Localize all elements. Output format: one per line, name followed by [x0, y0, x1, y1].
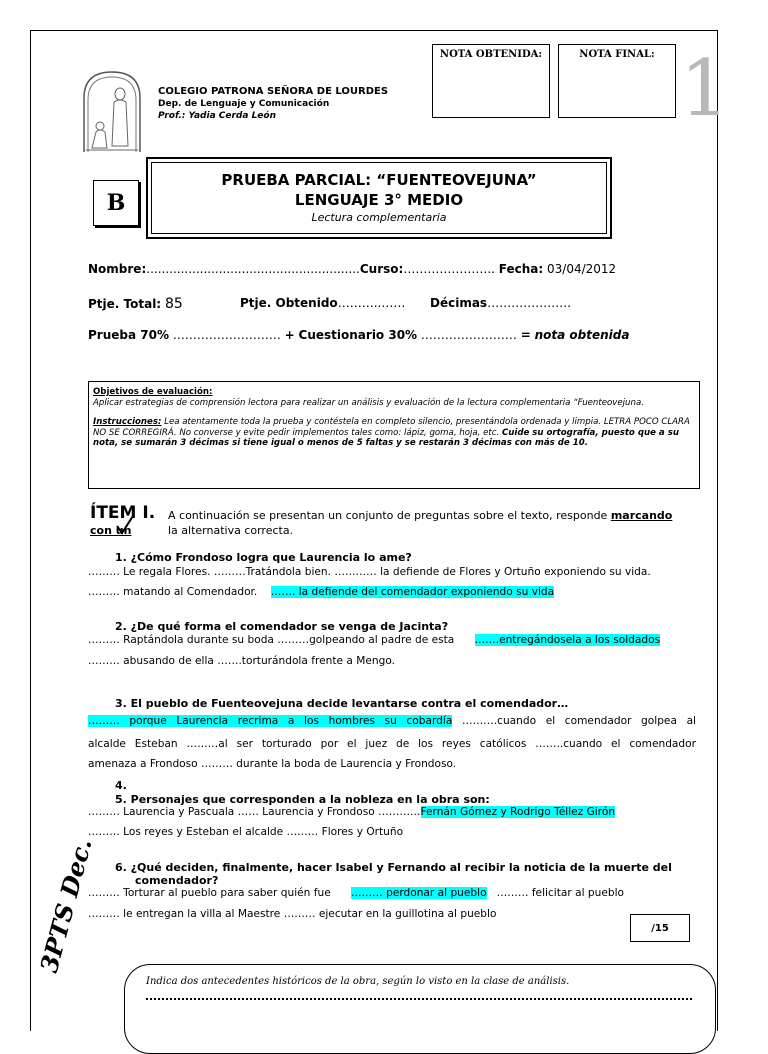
q3-options-line1: [88, 715, 696, 727]
q2-options-a[interactable]: ……… Raptándola durante su boda ………golpeando al padre de esta: [88, 634, 455, 646]
school-info: [158, 86, 388, 122]
q5-options-a[interactable]: ……… Laurencia y Pascuala …… Laurencia y Frondoso …………: [88, 806, 421, 818]
title-box: [146, 157, 612, 239]
q6-option-a[interactable]: ……… Torturar al pueblo para saber quién fue: [88, 887, 331, 899]
handwritten-note: 3PTS Dec.: [34, 835, 98, 976]
item-intro: [168, 508, 698, 538]
ptje-obt-field[interactable]: ………..……: [337, 296, 406, 310]
curso-field[interactable]: …………………..: [403, 262, 495, 276]
ptje-row: [88, 296, 183, 312]
q5-options-line1: [88, 806, 615, 818]
prueba-label: Prueba 70%: [88, 328, 169, 342]
question-2: 2. ¿De qué forma el comendador se venga de Jacinta?: [115, 620, 449, 633]
ptje-total-value: 85: [164, 296, 183, 312]
item-intro-bold: marcando: [610, 509, 673, 522]
page-number: 1: [680, 44, 730, 134]
cuestionario-label: Cuestionario 30%: [298, 328, 418, 342]
item-intro-pre: A continuación se presentan un conjunto de preguntas sobre el texto, responde: [168, 509, 611, 522]
nombre-label: Nombre:: [88, 262, 147, 276]
question-1: 1. ¿Cómo Frondoso logra que Laurencia lo ame?: [115, 551, 412, 564]
curso-label: Curso:: [359, 262, 404, 276]
instructions-title: Instrucciones:: [93, 417, 162, 427]
q3-answer-highlight[interactable]: ……… porque Laurencia recrima a los hombres su cobardía: [88, 715, 453, 727]
checkmark-icon: [115, 514, 135, 536]
q2-answer-highlight[interactable]: …….entregándosela a los soldados: [474, 634, 661, 646]
q5-answer-highlight[interactable]: Fernán Gómez y Rodrigo Téllez Girón: [420, 806, 616, 818]
instructions-text: Lea atentamente toda la prueba y contéstela en completo silencio, presentándola ordenada y limpia. LETRA POCO CLARA NO SE CORREGIRÁ. No converse y evite pedir implementos tales como: lápiz, goma, hoja, etc.: [93, 417, 690, 438]
plus-sign: +: [284, 328, 295, 342]
objectives-box: [88, 381, 700, 489]
title-line3: Lectura complementaria: [311, 211, 447, 224]
teacher: Prof.: Yadia Cerda León: [158, 111, 276, 121]
prueba-field[interactable]: ………………………: [172, 328, 281, 342]
question-6-line1: 6. ¿Qué deciden, finalmente, hacer Isabel y Fernando al recibir la noticia de la muerte del: [115, 861, 672, 874]
q6-options-line1: [88, 887, 624, 899]
nota-final-box: [558, 44, 676, 118]
department: Dep. de Lenguaje y Comunicación: [158, 99, 330, 109]
nombre-row: [88, 262, 616, 276]
answer-line[interactable]: [146, 998, 692, 1000]
question-4: 4.: [115, 779, 127, 792]
item-intro-post: la alternativa correcta.: [168, 524, 294, 537]
ptje-obt-row: [240, 296, 405, 310]
q1-options-line2: [88, 586, 554, 598]
q1-option-comendador[interactable]: ……… matando al Comendador.: [88, 586, 258, 598]
objectives-title: Objetivos de evaluación:: [93, 387, 213, 397]
item-title: ÍTEM I.: [90, 503, 156, 523]
title-line2: LENGUAJE 3° MEDIO: [294, 191, 464, 209]
item-con-un: con un: [90, 524, 132, 537]
ptje-total-label: Ptje. Total:: [88, 297, 162, 311]
decimas-row: [430, 296, 571, 310]
school-name: COLEGIO PATRONA SEÑORA DE LOURDES: [158, 86, 389, 97]
decimas-field[interactable]: …………………: [487, 296, 572, 310]
q6-answer-highlight[interactable]: ……… perdonar al pueblo: [350, 887, 487, 899]
q6-option-b[interactable]: ……… felicitar al pueblo: [496, 887, 624, 899]
q1-options-line1[interactable]: ……… Le regala Flores. ………Tratándola bien. ………… la defiende de Flores y Ortuño exponiendo su vida.: [88, 566, 651, 578]
nota-final-label: NOTA FINAL:: [579, 49, 655, 60]
q2-options-line1: [88, 634, 660, 646]
decimas-label: Décimas: [430, 296, 488, 310]
fecha-label: Fecha:: [498, 262, 544, 276]
question-6-line2: comendador?: [135, 874, 219, 887]
nota-obtenida-label: NOTA OBTENIDA:: [439, 49, 543, 60]
equals-sign: =: [520, 328, 531, 342]
ptje-obt-label: Ptje. Obtenido: [240, 296, 338, 310]
score-box: /15: [630, 914, 690, 942]
bubble-prompt: Indica dos antecedentes históricos de la obra, según lo visto en la clase de análisis.: [146, 976, 570, 987]
q2-options-line2[interactable]: ……… abusando de ella …….torturándola frente a Mengo.: [88, 655, 395, 667]
title-line1: PRUEBA PARCIAL: “FUENTEOVEJUNA”: [221, 171, 537, 189]
fecha-value: 03/04/2012: [547, 262, 617, 276]
version-box: B: [93, 180, 139, 226]
instructions-bold: Cuide su ortografía, puesto que a su nota, se sumarán 3 décimas si tiene igual o menos de 5 faltas y se restarán 3 décimas con más de 10.: [93, 427, 679, 448]
prueba-row: [88, 328, 629, 342]
q3-options-line2[interactable]: alcalde Esteban ………al ser torturado por el juez de los reyes católicos ……..cuando el comendador: [88, 738, 696, 750]
nota-obtenida-text: nota obtenida: [534, 328, 630, 342]
question-5: 5. Personajes que corresponden a la nobleza en la obra son:: [115, 793, 490, 806]
objectives-text: Aplicar estrategias de comprensión lectora para realizar un análisis y evaluación de la lectura complementaria “Fuenteovejuna.: [93, 397, 644, 408]
cuestionario-field[interactable]: ……………………: [420, 328, 517, 342]
q3-option-a[interactable]: ……….cuando el comendador golpea al: [461, 715, 697, 727]
q1-answer-highlight[interactable]: ……. la defiende del comendador exponiendo su vida: [270, 586, 555, 598]
question-3: 3. El pueblo de Fuenteovejuna decide levantarse contra el comendador…: [115, 697, 569, 710]
q5-options-line2[interactable]: ……… Los reyes y Esteban el alcalde ……… Flores y Ortuño: [88, 826, 404, 838]
q6-options-line2[interactable]: ……… le entregan la villa al Maestre ……… ejecutar en la guillotina al pueblo: [88, 908, 497, 920]
nombre-field[interactable]: ........................................................: [146, 262, 360, 276]
school-logo-icon: [80, 68, 144, 154]
nota-obtenida-box: [432, 44, 550, 118]
q3-options-line3[interactable]: amenaza a Frondoso ……… durante la boda de Laurencia y Frondoso.: [88, 758, 457, 770]
